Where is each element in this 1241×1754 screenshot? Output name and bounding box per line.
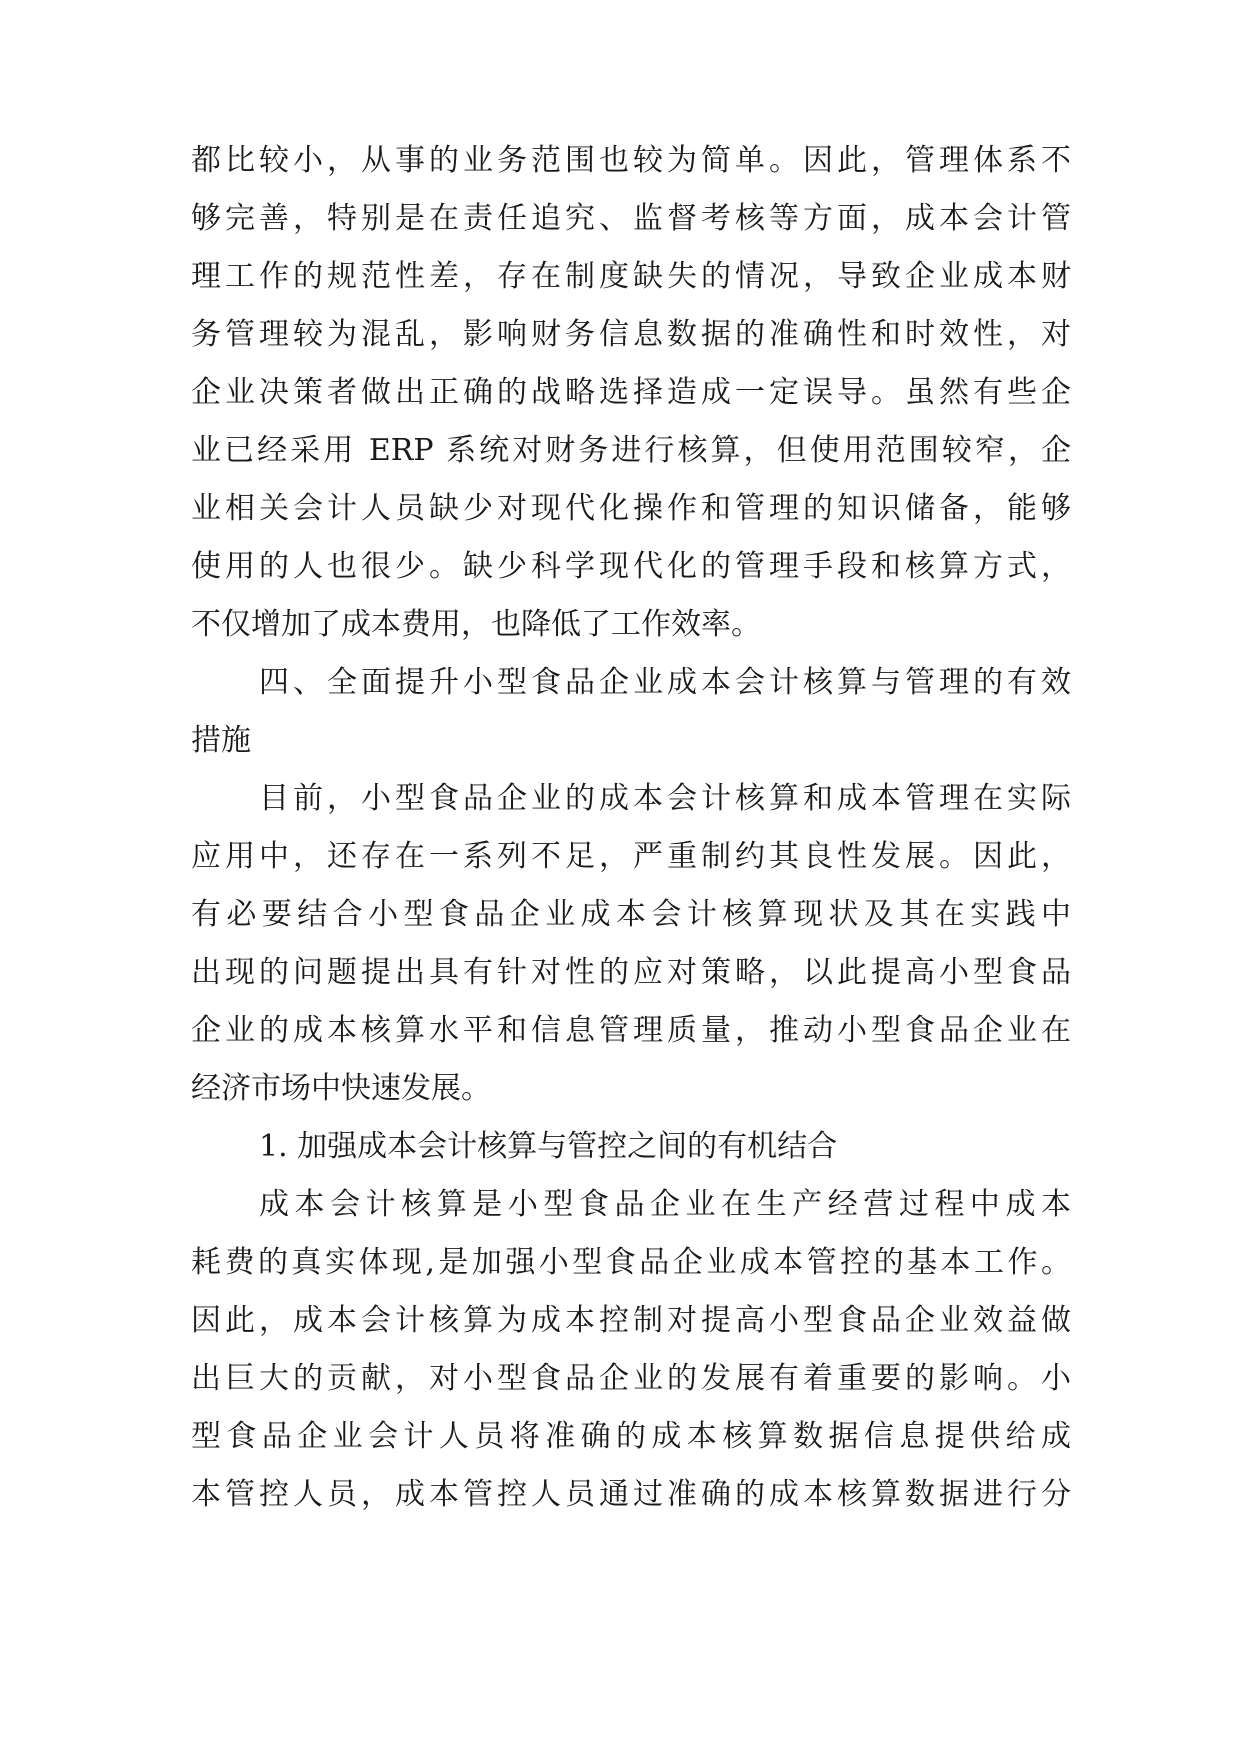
paragraph-1-line: 使用的人也很少。缺少科学现代化的管理手段和核算方式， [191,549,1071,584]
subheading-1: 1. 加强成本会计核算与管控之间的有机结合 [259,1129,838,1164]
paragraph-1-line: 都比较小，从事的业务范围也较为简单。因此，管理体系不 [191,143,1071,178]
paragraph-3-line: 型食品企业会计人员将准确的成本核算数据信息提供给成 [191,1419,1071,1454]
paragraph-3-line: 因此，成本会计核算为成本控制对提高小型食品企业效益做 [191,1303,1071,1338]
paragraph-2-line: 应用中，还存在一系列不足，严重制约其良性发展。因此， [191,839,1071,874]
paragraph-3-line: 出巨大的贡献，对小型食品企业的发展有着重要的影响。小 [191,1361,1071,1396]
paragraph-1-line: 业已经采用 ERP 系统对财务进行核算，但使用范围较窄，企 [191,433,1071,468]
paragraph-1-line: 不仅增加了成本费用，也降低了工作效率。 [191,607,761,642]
paragraph-2-line: 企业的成本核算水平和信息管理质量，推动小型食品企业在 [191,1013,1071,1048]
paragraph-1-line: 够完善，特别是在责任追究、监督考核等方面，成本会计管 [191,201,1071,236]
paragraph-3-line: 本管控人员，成本管控人员通过准确的成本核算数据进行分 [191,1477,1071,1512]
paragraph-1-line: 理工作的规范性差，存在制度缺失的情况，导致企业成本财 [191,259,1071,294]
paragraph-2-line: 目前，小型食品企业的成本会计核算和成本管理在实际 [259,781,1071,816]
paragraph-1-line: 业相关会计人员缺少对现代化操作和管理的知识储备，能够 [191,491,1071,526]
section-heading-4: 四、全面提升小型食品企业成本会计核算与管理的有效 [259,665,1071,700]
paragraph-1-line: 务管理较为混乱，影响财务信息数据的准确性和时效性，对 [191,317,1071,352]
paragraph-3-line: 成本会计核算是小型食品企业在生产经营过程中成本 [259,1187,1071,1222]
paragraph-1-line: 企业决策者做出正确的战略选择造成一定误导。虽然有些企 [191,375,1071,410]
paragraph-2-line: 出现的问题提出具有针对性的应对策略，以此提高小型食品 [191,955,1071,990]
paragraph-3-line: 耗费的真实体现,是加强小型食品企业成本管控的基本工作。 [191,1245,1071,1280]
paragraph-2-line: 有必要结合小型食品企业成本会计核算现状及其在实践中 [191,897,1071,932]
section-heading-4-cont: 措施 [191,723,251,758]
paragraph-2-line: 经济市场中快速发展。 [191,1071,491,1106]
